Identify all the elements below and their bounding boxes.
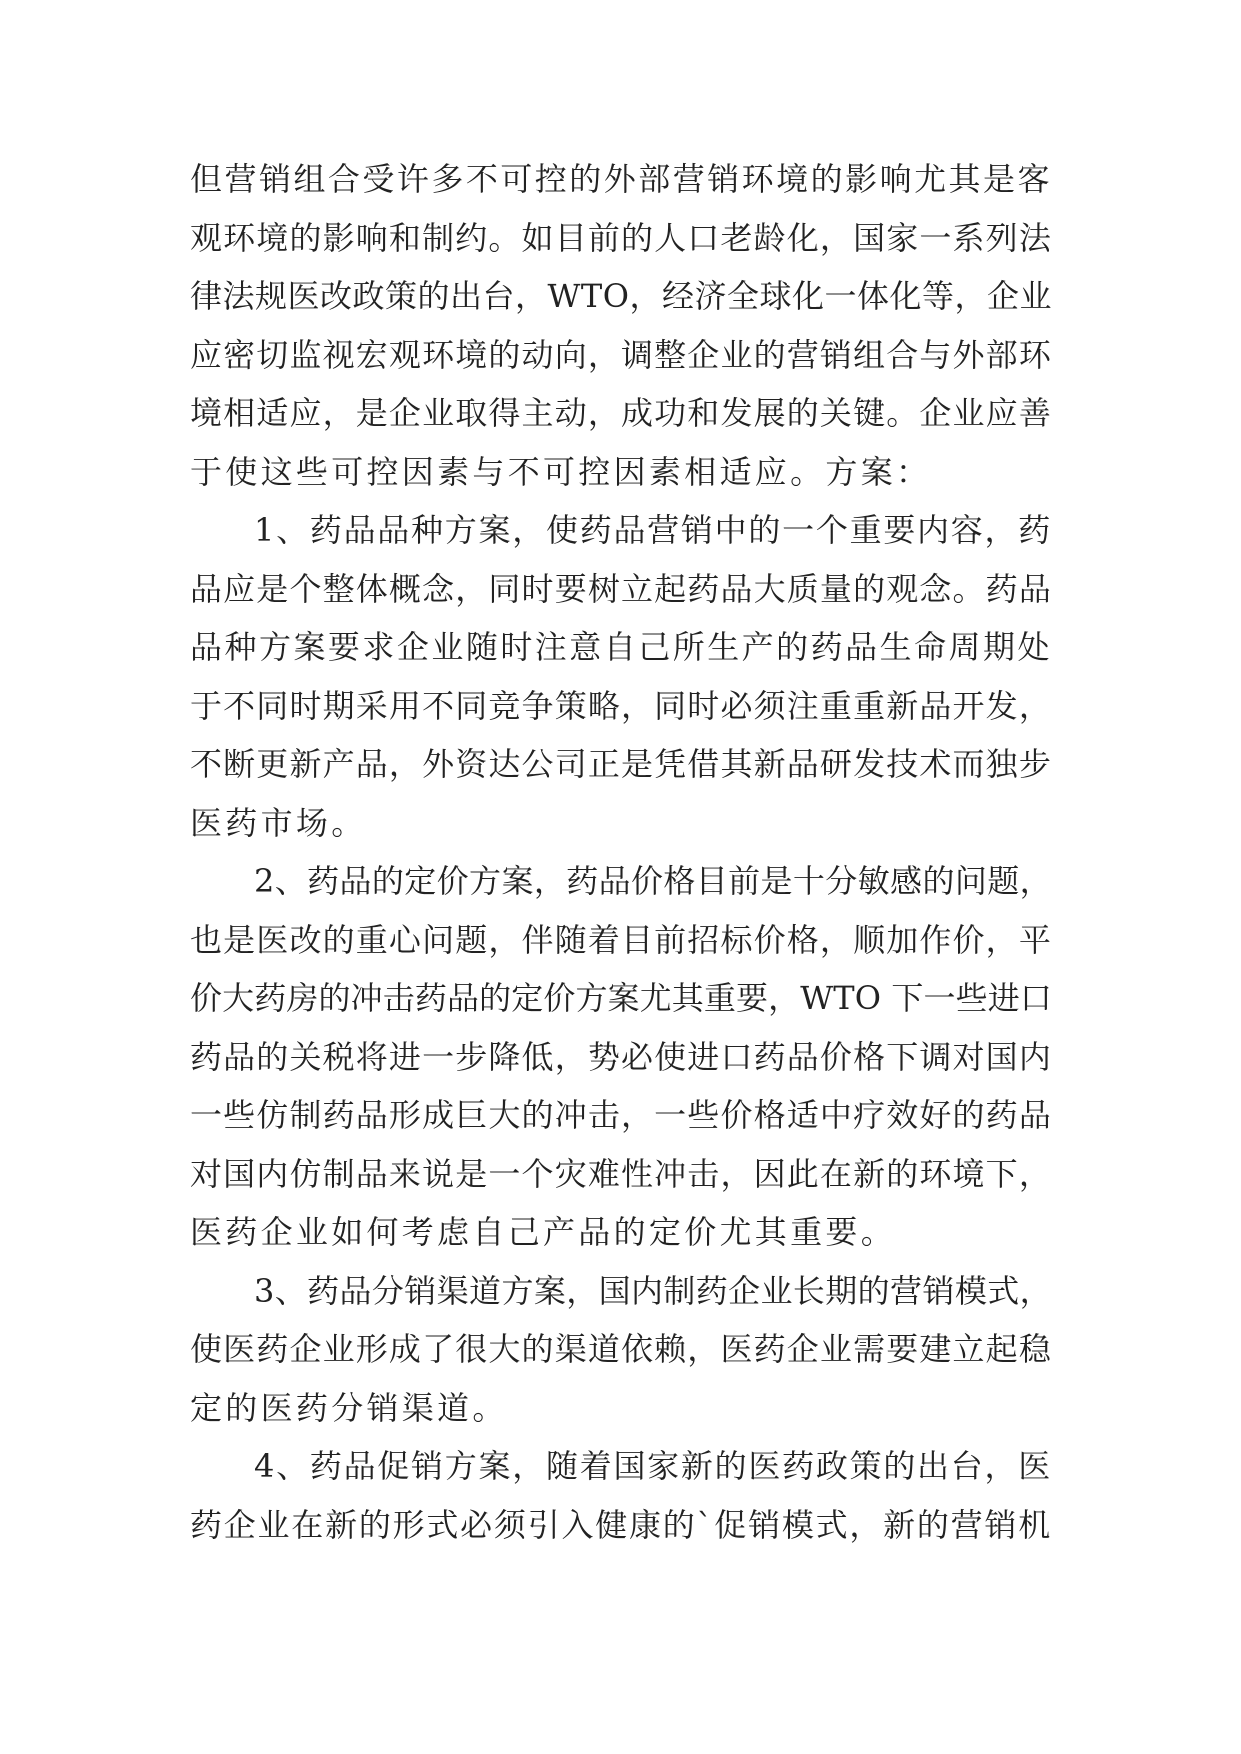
text-line: 不断更新产品，外资达公司正是凭借其新品研发技术而独步 [190,745,1052,783]
paragraph-intro [190,150,1052,501]
text-line: 律法规医改政策的出台，WTO，经济全球化一体化等，企业 [190,277,1052,315]
text-line: 医药企业如何考虑自己产品的定价尤其重要。 [190,1213,897,1251]
text-line: 但营销组合受许多不可控的外部营销环境的影响尤其是客 [190,160,1052,198]
text-line: 医药市场。 [190,803,367,842]
text-line: 于使这些可控因素与不可控因素相适应。方案： [190,452,932,491]
text-line: 境相适应，是企业取得主动，成功和发展的关键。企业应善 [190,394,1052,432]
text-line: 于不同时期采用不同竞争策略，同时必须注重重新品开发， [190,686,1052,725]
text-line: 一些仿制药品形成巨大的冲击，一些价格适中疗效好的药品 [190,1096,1052,1134]
paragraph-product-plan [190,501,1052,852]
text-line: 2、药品的定价方案，药品价格目前是十分敏感的问题， [254,862,1052,900]
text-line: 应密切监视宏观环境的动向，调整企业的营销组合与外部环 [190,335,1052,374]
text-line: 也是医改的重心问题，伴随着目前招标价格，顺加作价，平 [190,920,1052,959]
text-line: 3、药品分销渠道方案，国内制药企业长期的营销模式， [254,1271,1052,1310]
paragraph-distribution-plan [190,1262,1052,1438]
text-line: 药品的关税将进一步降低，势必使进口药品价格下调对国内 [190,1037,1052,1076]
text-line: 4、药品促销方案，随着国家新的医药政策的出台，医 [254,1447,1052,1485]
text-line: 品应是个整体概念，同时要树立起药品大质量的观念。药品 [190,569,1052,608]
text-line: 对国内仿制品来说是一个灾难性冲击，因此在新的环境下， [190,1154,1052,1193]
paragraph-promotion-plan [190,1437,1052,1554]
text-line: 使医药企业形成了很大的渠道依赖，医药企业需要建立起稳 [190,1330,1052,1368]
text-line: 1、药品品种方案，使药品营销中的一个重要内容，药 [254,511,1052,549]
text-line: 药企业在新的形式必须引入健康的`促销模式，新的营销机 [190,1505,1052,1544]
text-line: 定的医药分销渠道。 [190,1388,508,1427]
document-body [190,150,1052,1554]
paragraph-pricing-plan [190,852,1052,1262]
text-line: 价大药房的冲击药品的定价方案尤其重要，WTO 下一些进口 [190,979,1052,1017]
text-line: 观环境的影响和制约。如目前的人口老龄化，国家一系列法 [190,218,1052,257]
text-line: 品种方案要求企业随时注意自己所生产的药品生命周期处 [190,628,1052,666]
